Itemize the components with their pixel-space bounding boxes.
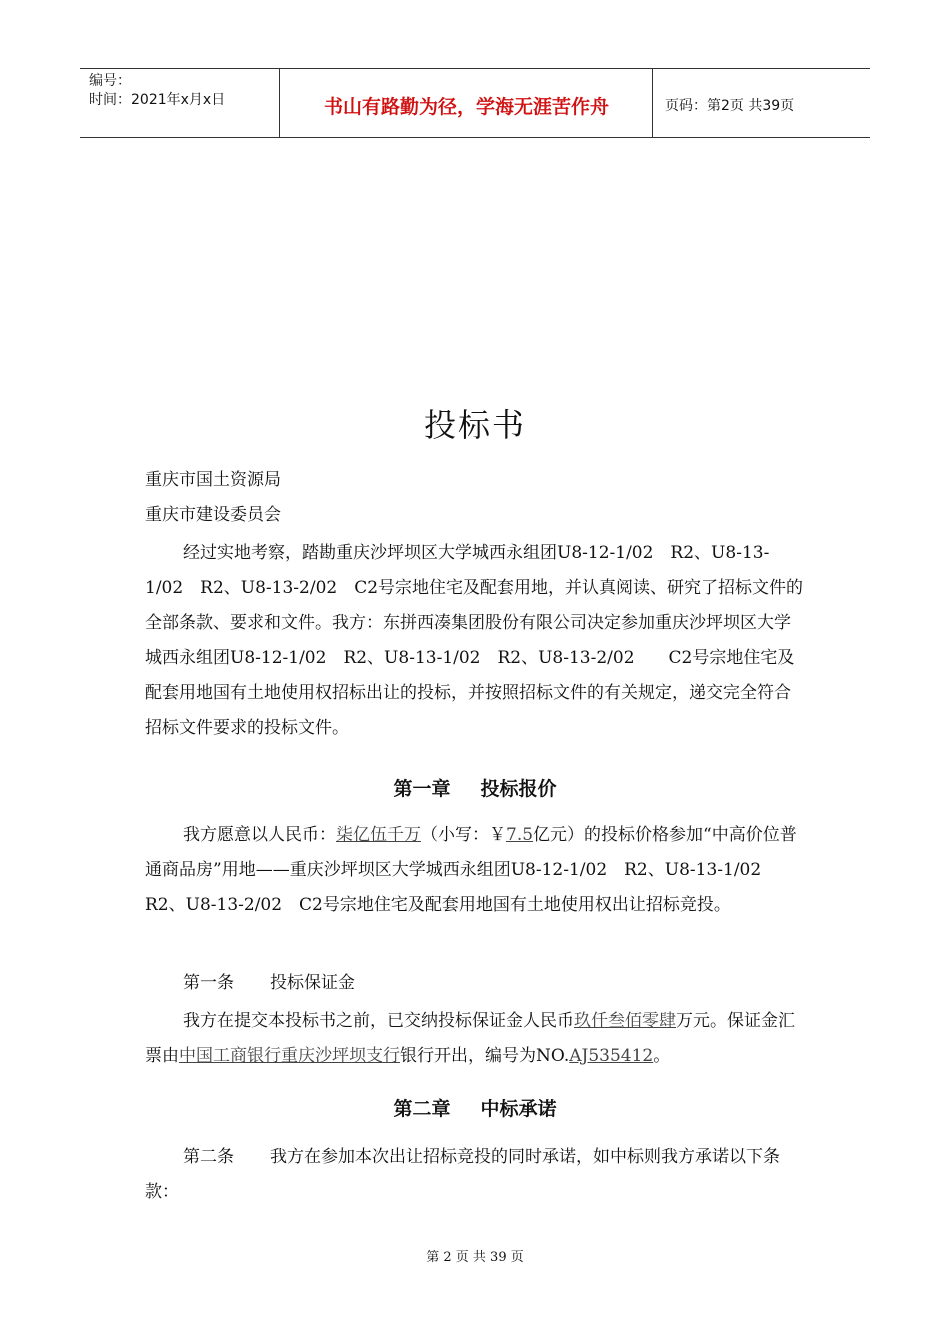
- intro-paragraph: 经过实地考察，踏勘重庆沙坪坝区大学城西永组团U8-12-1/02 R2、U8-13-1/02 R2、U8-13-2/02 C2号宗地住宅及配套用地，并认真阅读、研究了招标文件的全部条款、要求和文件。我方：东拼西凑集团股份有限公司决定参加重庆沙坪坝区大学城西永组团U8-12-1/02 R2、U8-13-1/02 R2、U8-13-2/02 C2号宗地住宅及配套用地国有土地使用权招标出让的投标，并按照招标文件的有关规定，递交完全符合招标文件要求的投标文件。: [145, 543, 804, 738]
- document-date-label: 时间：2021年x月x日: [89, 92, 226, 108]
- bid-paragraph: [145, 818, 805, 923]
- bid-text-mid: （小写：￥: [421, 825, 506, 845]
- bid-text-rest: 亿元）的投标价格参加“中高价位普通商品房”用地——重庆沙坪坝区大学城西永组团U8-12-1/02 R2、U8-13-1/02 R2、U8-13-2/02 C2号宗地住宅及配套用地国有土地使用权出让招标竞投。: [145, 825, 797, 915]
- deposit-paragraph: [145, 1004, 805, 1074]
- deposit-text-mid: 万元。保证金汇票由: [145, 1011, 795, 1066]
- bid-amount-number: 7.5: [506, 825, 534, 845]
- chapter-2-number: 第二章: [393, 1098, 451, 1120]
- deposit-text-pre: 我方在提交本投标书之前，已交纳投标保证金人民币: [183, 1011, 574, 1031]
- document-number-label: 编号：: [89, 73, 131, 89]
- deposit-serial: AJ535412: [569, 1046, 654, 1066]
- chapter-1-title: 投标报价: [480, 778, 557, 800]
- header-table: [80, 68, 870, 138]
- deposit-text-mid2: 银行开出，编号为NO.: [400, 1046, 570, 1066]
- chapter-1-number: 第一章: [393, 778, 451, 800]
- article-1-title: 投标保证金: [270, 973, 355, 993]
- header-page-info: 页码：第2页 共39页: [665, 98, 795, 114]
- deposit-bank: 中国工商银行重庆沙坪坝支行: [179, 1046, 400, 1066]
- document-title: 投标书: [423, 406, 526, 444]
- header-motto: 书山有路勤为径，学海无涯苦作舟: [281, 69, 653, 137]
- chapter-2-heading: [0, 1094, 950, 1121]
- page-footer: 第 2 页 共 39 页: [426, 1250, 524, 1265]
- chapter-2-title: 中标承诺: [480, 1098, 557, 1120]
- bid-text-pre: 我方愿意以人民币：: [183, 825, 336, 845]
- bid-amount-words: 柒亿伍千万: [336, 825, 421, 845]
- deposit-text-end: 。: [653, 1046, 671, 1066]
- recipient-2: 重庆市建设委员会: [145, 505, 281, 525]
- article-1-heading: [145, 966, 805, 1001]
- chapter-1-heading: [0, 774, 950, 801]
- article-2-paragraph: [145, 1140, 805, 1210]
- recipient-1: 重庆市国土资源局: [145, 470, 281, 490]
- article-2-number: 第二条: [183, 1147, 234, 1167]
- header-meta-cell: [80, 69, 280, 137]
- deposit-amount: 玖仟叁佰零肆: [574, 1011, 676, 1031]
- article-1-number: 第一条: [183, 973, 234, 993]
- article-2-text: 我方在参加本次出让招标竞投的同时承诺，如中标则我方承诺以下条款：: [145, 1147, 780, 1202]
